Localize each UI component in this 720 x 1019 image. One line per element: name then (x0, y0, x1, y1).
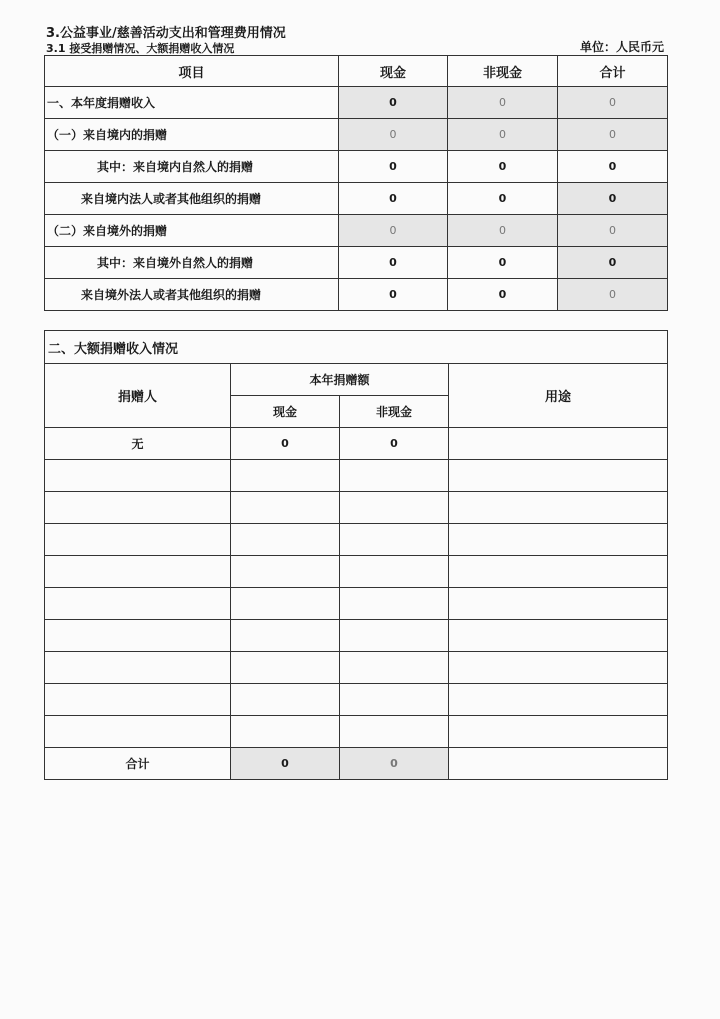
total-purpose-cell (449, 748, 668, 780)
cash-cell: 0 (231, 428, 340, 460)
noncash-cell (340, 460, 449, 492)
donor-cell (45, 652, 231, 684)
purpose-cell (449, 492, 668, 524)
noncash-cell: 0 (340, 428, 449, 460)
row-label: （二）来自境外的捐赠 (45, 215, 339, 247)
cash-cell (231, 652, 340, 684)
col-header-cash: 现金 (231, 396, 340, 428)
total-cell: 0 (558, 279, 668, 311)
section-header-row (45, 331, 668, 364)
donation-income-table (44, 55, 668, 311)
cash-cell (231, 620, 340, 652)
cash-cell: 0 (339, 119, 448, 151)
noncash-cell (340, 652, 449, 684)
noncash-cell: 0 (448, 247, 558, 279)
total-cell: 0 (558, 87, 668, 119)
noncash-cell (340, 684, 449, 716)
cash-cell (231, 556, 340, 588)
section-title: 3.公益事业/慈善活动支出和管理费用情况 (46, 26, 286, 41)
cash-cell: 0 (339, 87, 448, 119)
cash-cell: 0 (339, 215, 448, 247)
purpose-cell (449, 716, 668, 748)
cash-cell (231, 492, 340, 524)
table-row (45, 215, 668, 247)
col-header-noncash: 非现金 (340, 396, 449, 428)
purpose-cell (449, 460, 668, 492)
table-row (45, 87, 668, 119)
noncash-cell: 0 (448, 183, 558, 215)
col-header-total: 合计 (558, 56, 668, 87)
donor-cell (45, 524, 231, 556)
donor-cell (45, 492, 231, 524)
cash-cell (231, 716, 340, 748)
table-row (45, 588, 668, 620)
cash-cell: 0 (339, 183, 448, 215)
cash-cell: 0 (339, 151, 448, 183)
total-cell: 0 (558, 247, 668, 279)
section-subtitle: 3.1 接受捐赠情况、大额捐赠收入情况 (46, 42, 235, 55)
purpose-cell (449, 620, 668, 652)
row-label: 来自境外法人或者其他组织的捐赠 (45, 279, 339, 311)
table-row (45, 279, 668, 311)
noncash-cell (340, 492, 449, 524)
purpose-cell (449, 556, 668, 588)
cash-cell (231, 460, 340, 492)
noncash-cell (340, 588, 449, 620)
noncash-cell (340, 556, 449, 588)
donor-cell (45, 460, 231, 492)
cash-cell: 0 (339, 247, 448, 279)
table-row (45, 428, 668, 460)
table-row (45, 684, 668, 716)
noncash-cell: 0 (448, 151, 558, 183)
table-row (45, 119, 668, 151)
row-label: 其中：来自境外自然人的捐赠 (45, 247, 339, 279)
donor-cell (45, 684, 231, 716)
section-title-cell: 二、大额捐赠收入情况 (45, 331, 668, 364)
col-header-donor: 捐赠人 (45, 364, 231, 428)
col-header-noncash: 非现金 (448, 56, 558, 87)
purpose-cell (449, 588, 668, 620)
donor-cell (45, 588, 231, 620)
table-row (45, 460, 668, 492)
col-header-amount: 本年捐赠额 (231, 364, 449, 396)
total-cell: 0 (558, 119, 668, 151)
total-label: 合计 (45, 748, 231, 780)
total-cell: 0 (558, 183, 668, 215)
table-row (45, 652, 668, 684)
col-header-purpose: 用途 (449, 364, 668, 428)
noncash-cell: 0 (448, 87, 558, 119)
noncash-cell: 0 (448, 119, 558, 151)
purpose-cell (449, 428, 668, 460)
cash-cell (231, 684, 340, 716)
table-header-row (45, 56, 668, 87)
donor-cell: 无 (45, 428, 231, 460)
cash-cell (231, 524, 340, 556)
large-donation-table (44, 330, 668, 780)
purpose-cell (449, 524, 668, 556)
row-label: 来自境内法人或者其他组织的捐赠 (45, 183, 339, 215)
total-cell: 0 (558, 215, 668, 247)
table-row (45, 556, 668, 588)
total-row (45, 748, 668, 780)
cash-cell (231, 588, 340, 620)
total-cell: 0 (558, 151, 668, 183)
table-row (45, 620, 668, 652)
col-header-cash: 现金 (339, 56, 448, 87)
table-row (45, 183, 668, 215)
row-label: 一、本年度捐赠收入 (45, 87, 339, 119)
noncash-cell (340, 716, 449, 748)
table-header-row (45, 364, 668, 396)
purpose-cell (449, 684, 668, 716)
row-label: 其中：来自境内自然人的捐赠 (45, 151, 339, 183)
row-label: （一）来自境内的捐赠 (45, 119, 339, 151)
col-header-item: 项目 (45, 56, 339, 87)
donor-cell (45, 556, 231, 588)
noncash-cell: 0 (448, 215, 558, 247)
noncash-cell (340, 620, 449, 652)
table-row (45, 151, 668, 183)
table-row (45, 492, 668, 524)
noncash-cell (340, 524, 449, 556)
table-row (45, 247, 668, 279)
cash-cell: 0 (339, 279, 448, 311)
donor-cell (45, 620, 231, 652)
total-cash-cell: 0 (231, 748, 340, 780)
unit-label: 单位：人民币元 (579, 40, 664, 54)
purpose-cell (449, 652, 668, 684)
noncash-cell: 0 (448, 279, 558, 311)
donor-cell (45, 716, 231, 748)
total-noncash-cell: 0 (340, 748, 449, 780)
table-row (45, 524, 668, 556)
table-row (45, 716, 668, 748)
